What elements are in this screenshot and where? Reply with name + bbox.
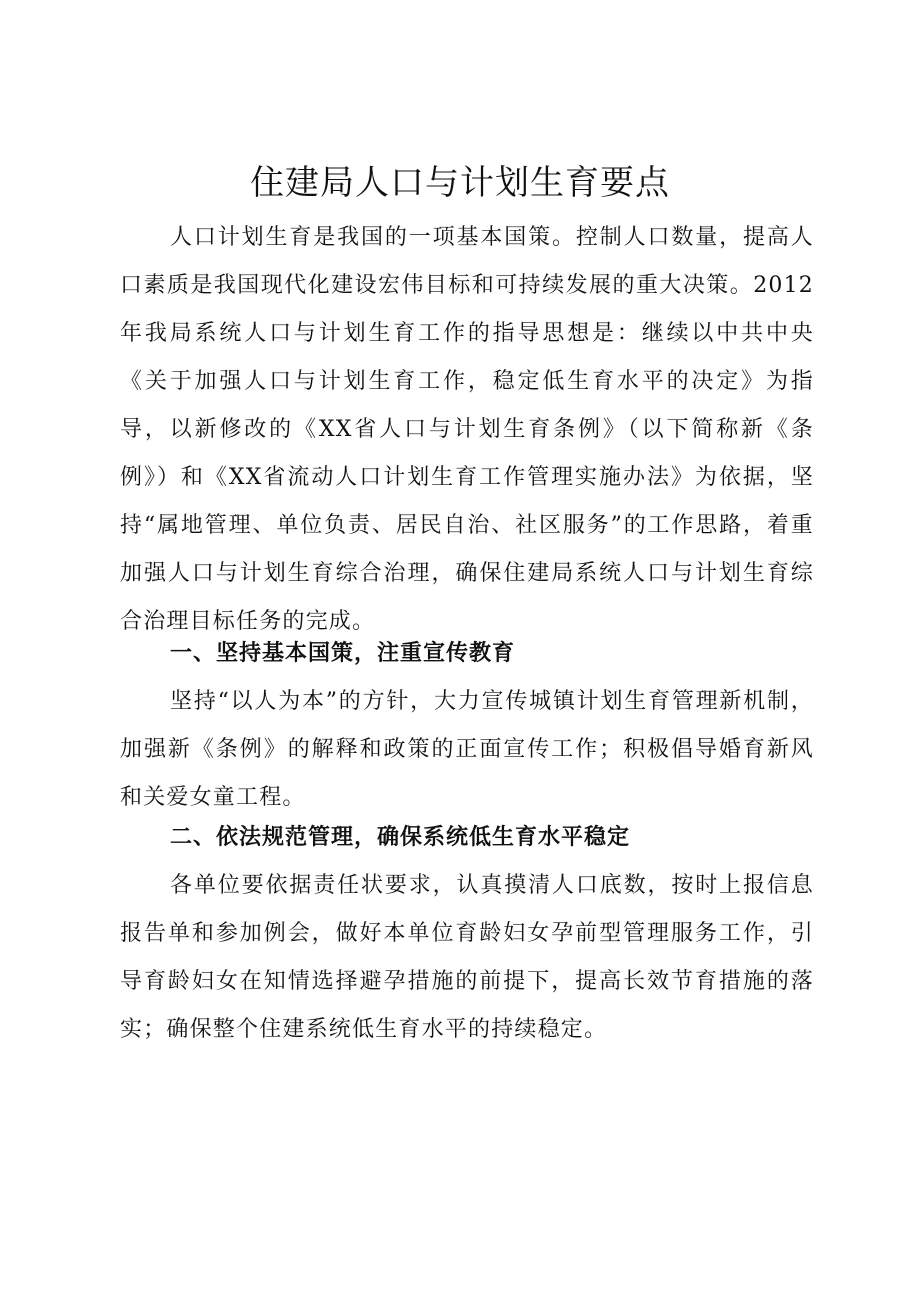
section-paragraph-2: 各单位要依据责任状要求，认真摸清人口底数，按时上报信息报告单和参加例会，做好本单位育龄妇女孕前型管理服务工作，引导育龄妇女在知情选择避孕措施的前提下，提高长效节育措施的落实；确保整个住建系统低生育水平的持续稳定。 [120, 873, 814, 1042]
section-paragraph-1: 坚持“以人为本”的方针，大力宣传城镇计划生育管理新机制，加强新《条例》的解释和政策的正面宣传工作；积极倡导婚育新风和关爱女童工程。 [120, 689, 814, 810]
section-heading-2: 二、依法规范管理，确保系统低生育水平稳定 [170, 825, 631, 850]
section-heading-1: 一、坚持基本国策，注重宣传教育 [170, 641, 516, 666]
document-title: 住建局人口与计划生育要点 [250, 163, 670, 203]
intro-paragraph: 人口计划生育是我国的一项基本国策。控制人口数量，提高人口素质是我国现代化建设宏伟目标和可持续发展的重大决策。2012年我局系统人口与计划生育工作的指导思想是：继续以中共中央《关于加强人口与计划生育工作，稳定低生育水平的决定》为指导，以新修改的《XX省人口与计划生育条例》（以下简称新《条例》）和《XX省流动人口计划生育工作管理实施办法》为依据，坚持“属地管理、单位负责、居民自治、社区服务”的工作思路，着重加强人口与计划生育综合治理，确保住建局系统人口与计划生育综合治理目标任务的完成。 [120, 225, 814, 634]
